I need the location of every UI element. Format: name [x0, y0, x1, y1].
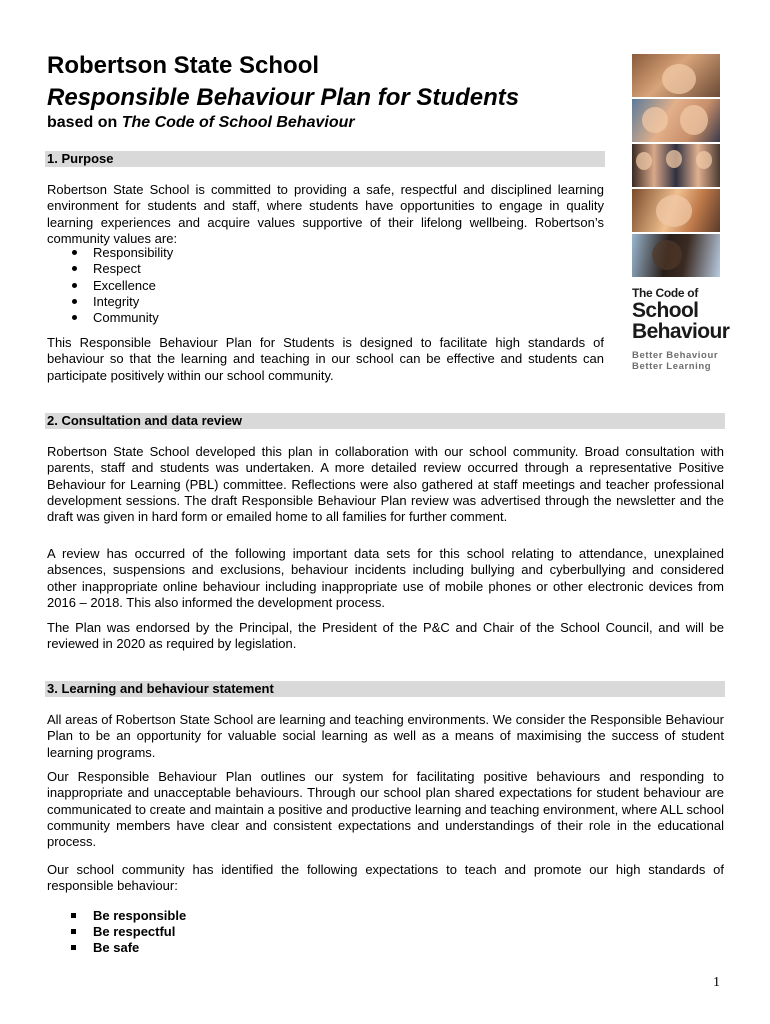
consultation-paragraph-1: Robertson State School developed this plan in collaboration with our school community. Broad consultation with parents, staff and students was undertaken. A more detailed review occurred through a representative Positive Behaviour for Learning (PBL) committee. Reflections were also gathered at staff meetings and teacher professional development sessions. The draft Responsible Behaviour Plan review was advertised through the newsletter and the draft was given in hard form or emailed home to all families for further comment.	[47, 444, 724, 525]
list-item: Be respectful	[70, 924, 186, 940]
list-item: Responsibility	[70, 245, 173, 261]
plan-title: Responsible Behaviour Plan for Students	[47, 84, 520, 111]
student-photo	[632, 54, 720, 97]
learning-paragraph-2: Our Responsible Behaviour Plan outlines our system for facilitating positive behaviours and responding to inappropriate and unacceptable behaviours. Through our school plan shared expectations for student behaviour are communicated to create and maintain a positive and productive learning and teaching environment, where ALL school community members have clear and consistent expectations and understandings of their role in the educational process.	[47, 769, 724, 850]
logo-line-2: School	[632, 299, 699, 322]
logo-line-1: The Code of	[632, 286, 699, 300]
student-photo	[632, 144, 720, 187]
student-photo	[632, 234, 720, 277]
code-of-school-behaviour-logo	[632, 286, 732, 372]
list-item: Be responsible	[70, 908, 186, 924]
logo-line-3: Behaviour	[632, 320, 730, 343]
list-item: Integrity	[70, 294, 173, 310]
learning-paragraph-1: All areas of Robertson State School are learning and teaching environments. We consider the Responsible Behaviour Plan to be an opportunity for valuable social learning as well as a means of maximising the success of student learning programs.	[47, 712, 724, 760]
community-values-list	[70, 245, 173, 326]
purpose-paragraph-1: Robertson State School is committed to providing a safe, respectful and disciplined learning environment for students and staff, where students have opportunities to engage in quality learning experiences and acquire values supportive of their lifelong wellbeing. Robertson’s community values are:	[47, 182, 604, 246]
student-photo-strip	[632, 54, 720, 279]
logo-tagline-2: Better Learning	[632, 361, 712, 372]
logo-tagline-1: Better Behaviour	[632, 350, 719, 361]
list-item: Respect	[70, 261, 173, 277]
list-item: Be safe	[70, 940, 186, 956]
school-name-title: Robertson State School	[47, 52, 320, 79]
consultation-paragraph-3: The Plan was endorsed by the Principal, the President of the P&C and Chair of the School Council, and will be reviewed in 2020 as required by legislation.	[47, 620, 724, 652]
student-photo	[632, 99, 720, 142]
student-photo	[632, 189, 720, 232]
purpose-paragraph-2: This Responsible Behaviour Plan for Students is designed to facilitate high standards of behaviour so that the learning and teaching in our school can be effective and students can participate positively within our school community.	[47, 335, 604, 383]
consultation-paragraph-2: A review has occurred of the following important data sets for this school relating to attendance, unexplained absences, suspensions and exclusions, behaviour incidents including bullying and cyberbullying and considered other inappropriate online behaviour including inappropriate use of mobile phones or other electronic devices from 2016 – 2018. This also informed the development process.	[47, 546, 724, 610]
list-item: Excellence	[70, 278, 173, 294]
based-on-prefix: based on	[47, 114, 122, 131]
list-item: Community	[70, 310, 173, 326]
section-heading-consultation: 2. Consultation and data review	[45, 413, 725, 429]
page-number: 1	[713, 975, 720, 990]
code-reference: The Code of School Behaviour	[121, 114, 355, 131]
learning-paragraph-3: Our school community has identified the following expectations to teach and promote our high standards of responsible behaviour:	[47, 862, 724, 894]
section-heading-purpose: 1. Purpose	[45, 151, 605, 167]
expectations-list	[70, 908, 186, 956]
section-heading-learning: 3. Learning and behaviour statement	[45, 681, 725, 697]
based-on-line	[47, 114, 355, 132]
